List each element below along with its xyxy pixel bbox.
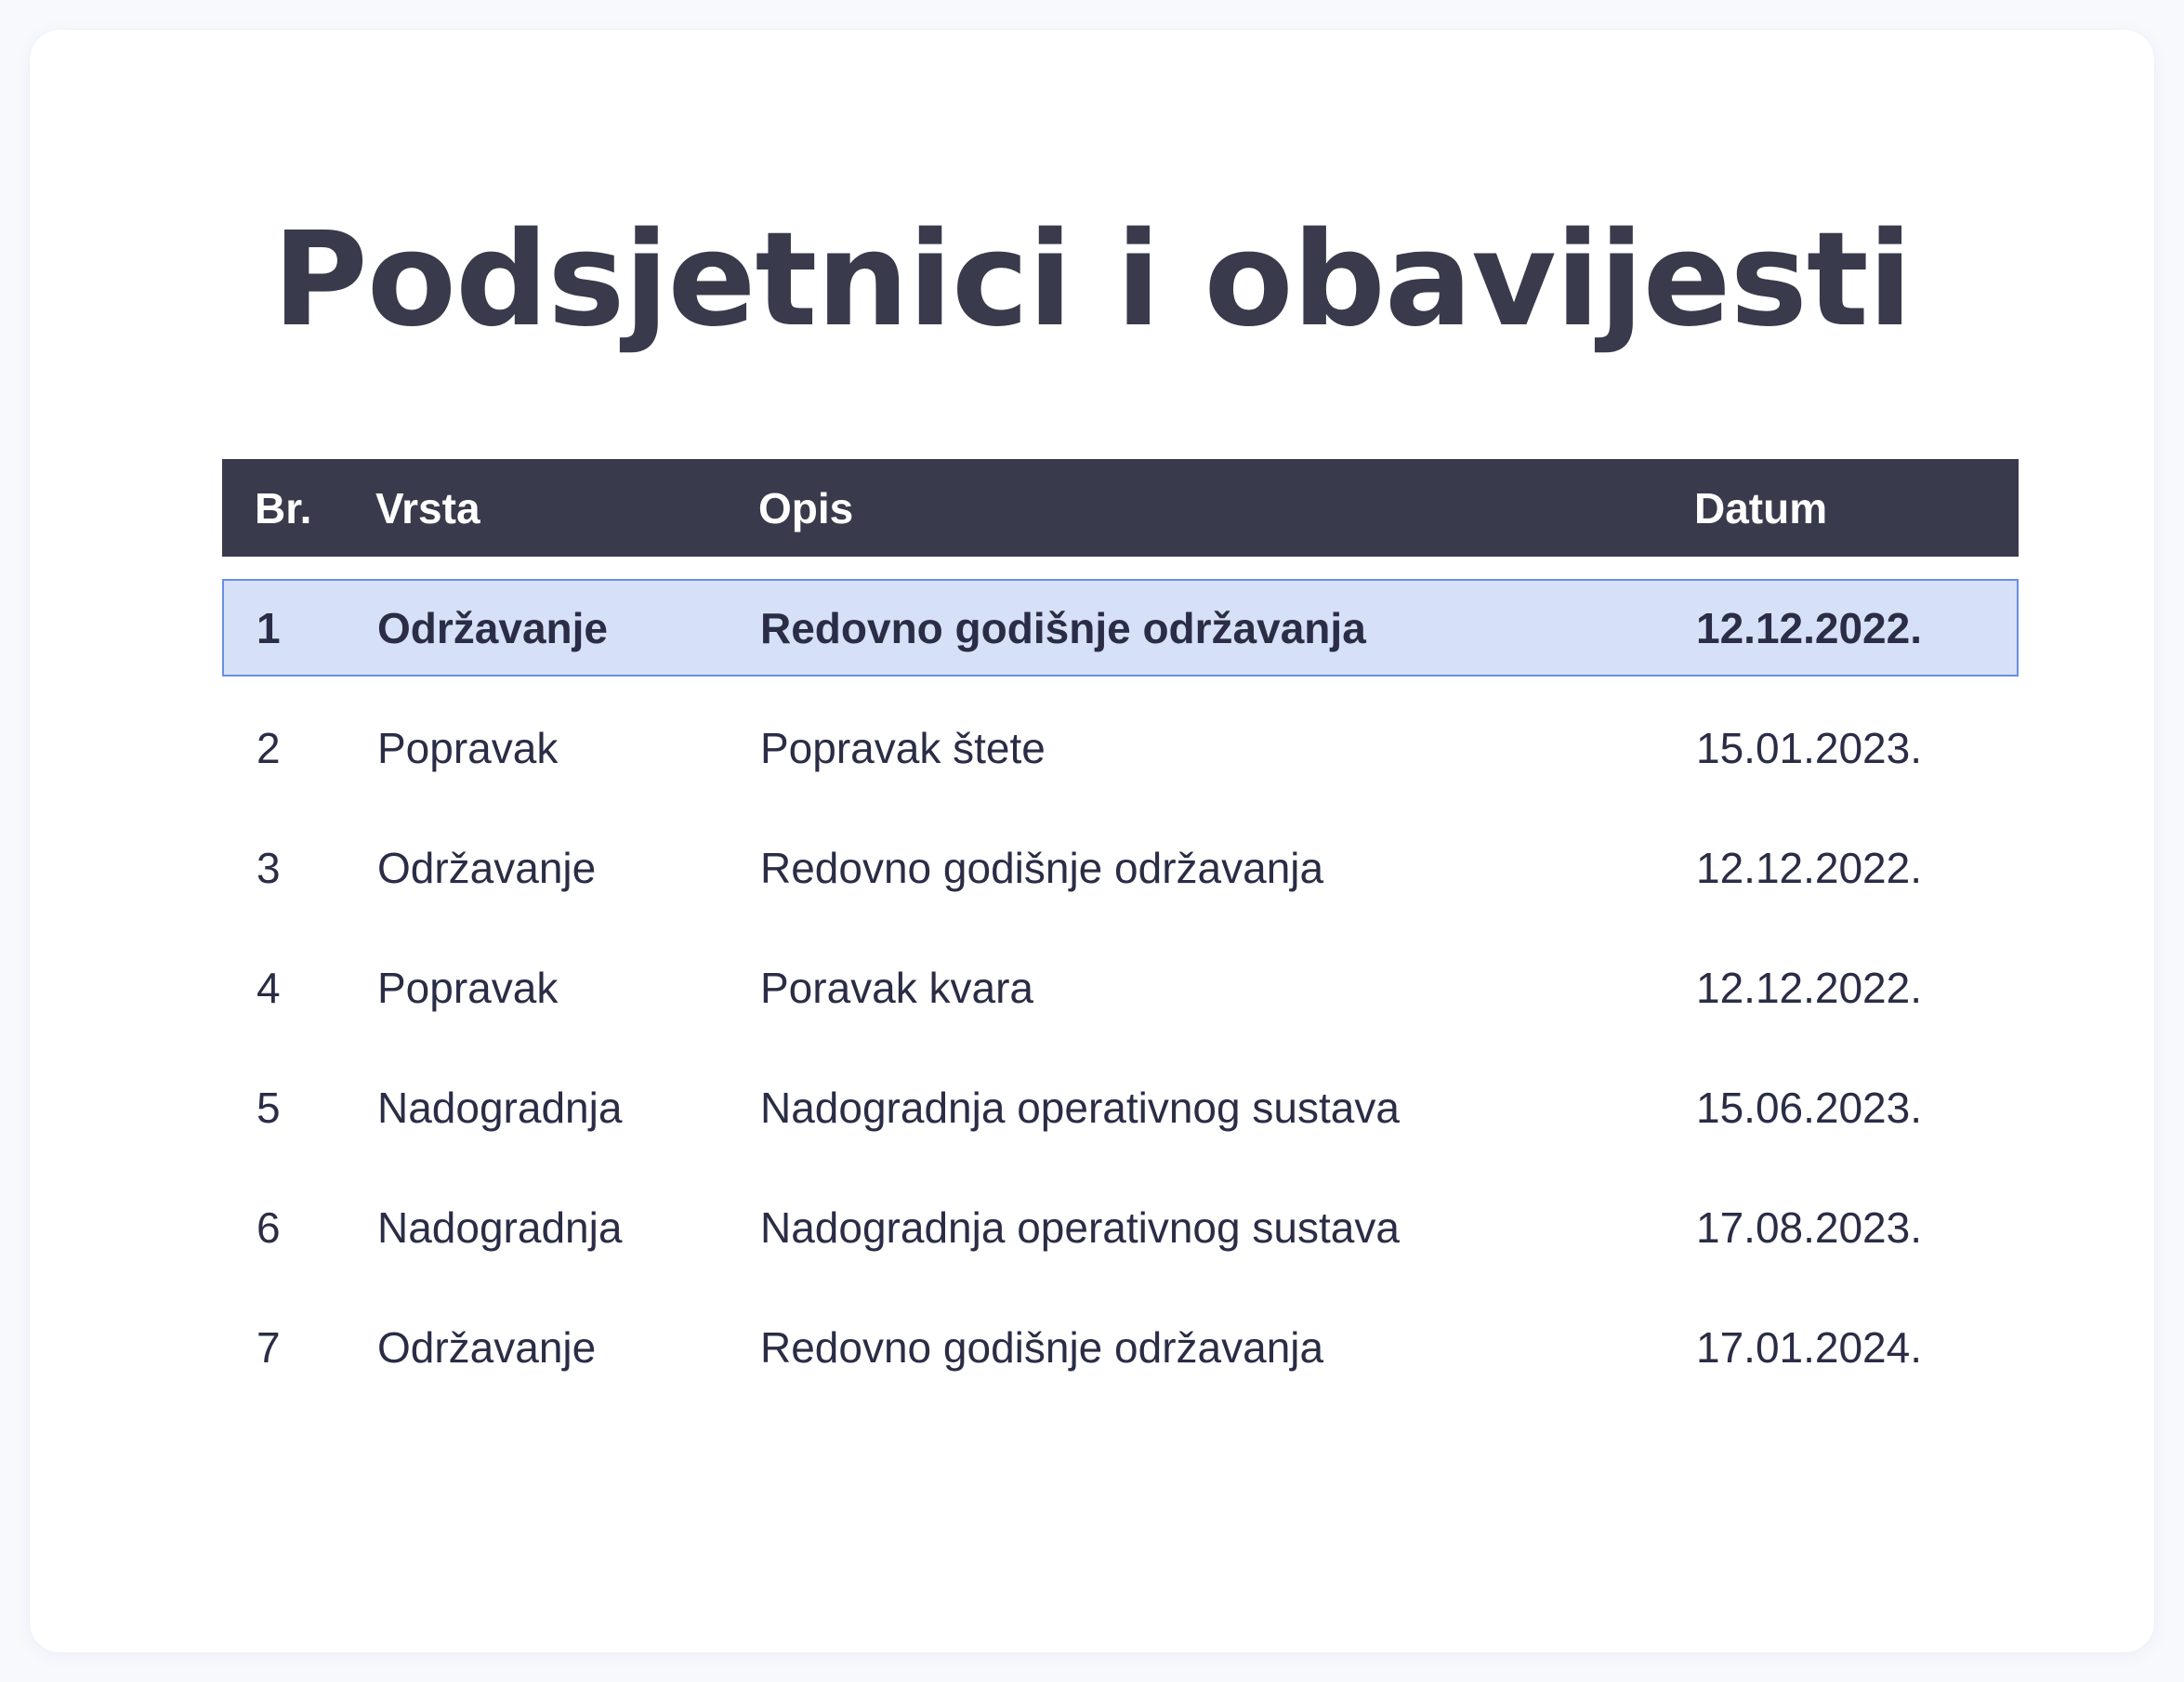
cell-datum: 15.01.2023. [1696,723,1923,772]
cell-vrsta: Nadogradnja [377,1202,623,1252]
cell-vrsta: Održavanje [377,843,597,892]
cell-datum: 12.12.2022. [1696,963,1923,1012]
cell-opis: Redovno godišnje održavanja [760,843,1324,892]
main-card [30,30,2154,1652]
column-header-datum[interactable]: Datum [1694,483,1828,532]
cell-opis: Redovno godišnje održavanja [760,603,1366,652]
reminders-table [222,459,2019,1396]
table-row[interactable] [222,1298,2019,1396]
cell-br: 3 [257,843,281,892]
cell-opis: Nadogradnja operativnog sustava [760,1202,1400,1252]
cell-datum: 12.12.2022. [1696,603,1923,652]
cell-datum: 12.12.2022. [1696,843,1923,892]
column-header-opis[interactable]: Opis [758,483,854,532]
page-title: Podsjetnici i obavijesti [272,204,1912,356]
column-header-br[interactable]: Br. [255,483,312,532]
table-row[interactable] [222,939,2019,1036]
cell-vrsta: Popravak [377,963,559,1012]
cell-vrsta: Održavanje [377,603,608,652]
cell-opis: Redovno godišnje održavanja [760,1322,1324,1372]
cell-br: 6 [257,1202,281,1252]
table-row[interactable] [222,819,2019,916]
cell-br: 5 [257,1083,281,1132]
column-header-vrsta[interactable]: Vrsta [375,483,480,532]
table-header [222,459,2019,557]
cell-vrsta: Nadogradnja [377,1083,623,1132]
cell-br: 2 [257,723,281,772]
cell-br: 1 [257,603,281,652]
cell-br: 4 [257,963,281,1012]
cell-opis: Popravak štete [760,723,1046,772]
table-row-selected[interactable] [222,579,2019,677]
cell-datum: 17.01.2024. [1696,1322,1923,1372]
cell-vrsta: Popravak [377,723,559,772]
table-row[interactable] [222,699,2019,796]
table-row[interactable] [222,1178,2019,1276]
cell-vrsta: Održavanje [377,1322,597,1372]
table-row[interactable] [222,1058,2019,1156]
cell-datum: 17.08.2023. [1696,1202,1923,1252]
cell-opis: Poravak kvara [760,963,1034,1012]
cell-br: 7 [257,1322,281,1372]
cell-opis: Nadogradnja operativnog sustava [760,1083,1400,1132]
cell-datum: 15.06.2023. [1696,1083,1923,1132]
